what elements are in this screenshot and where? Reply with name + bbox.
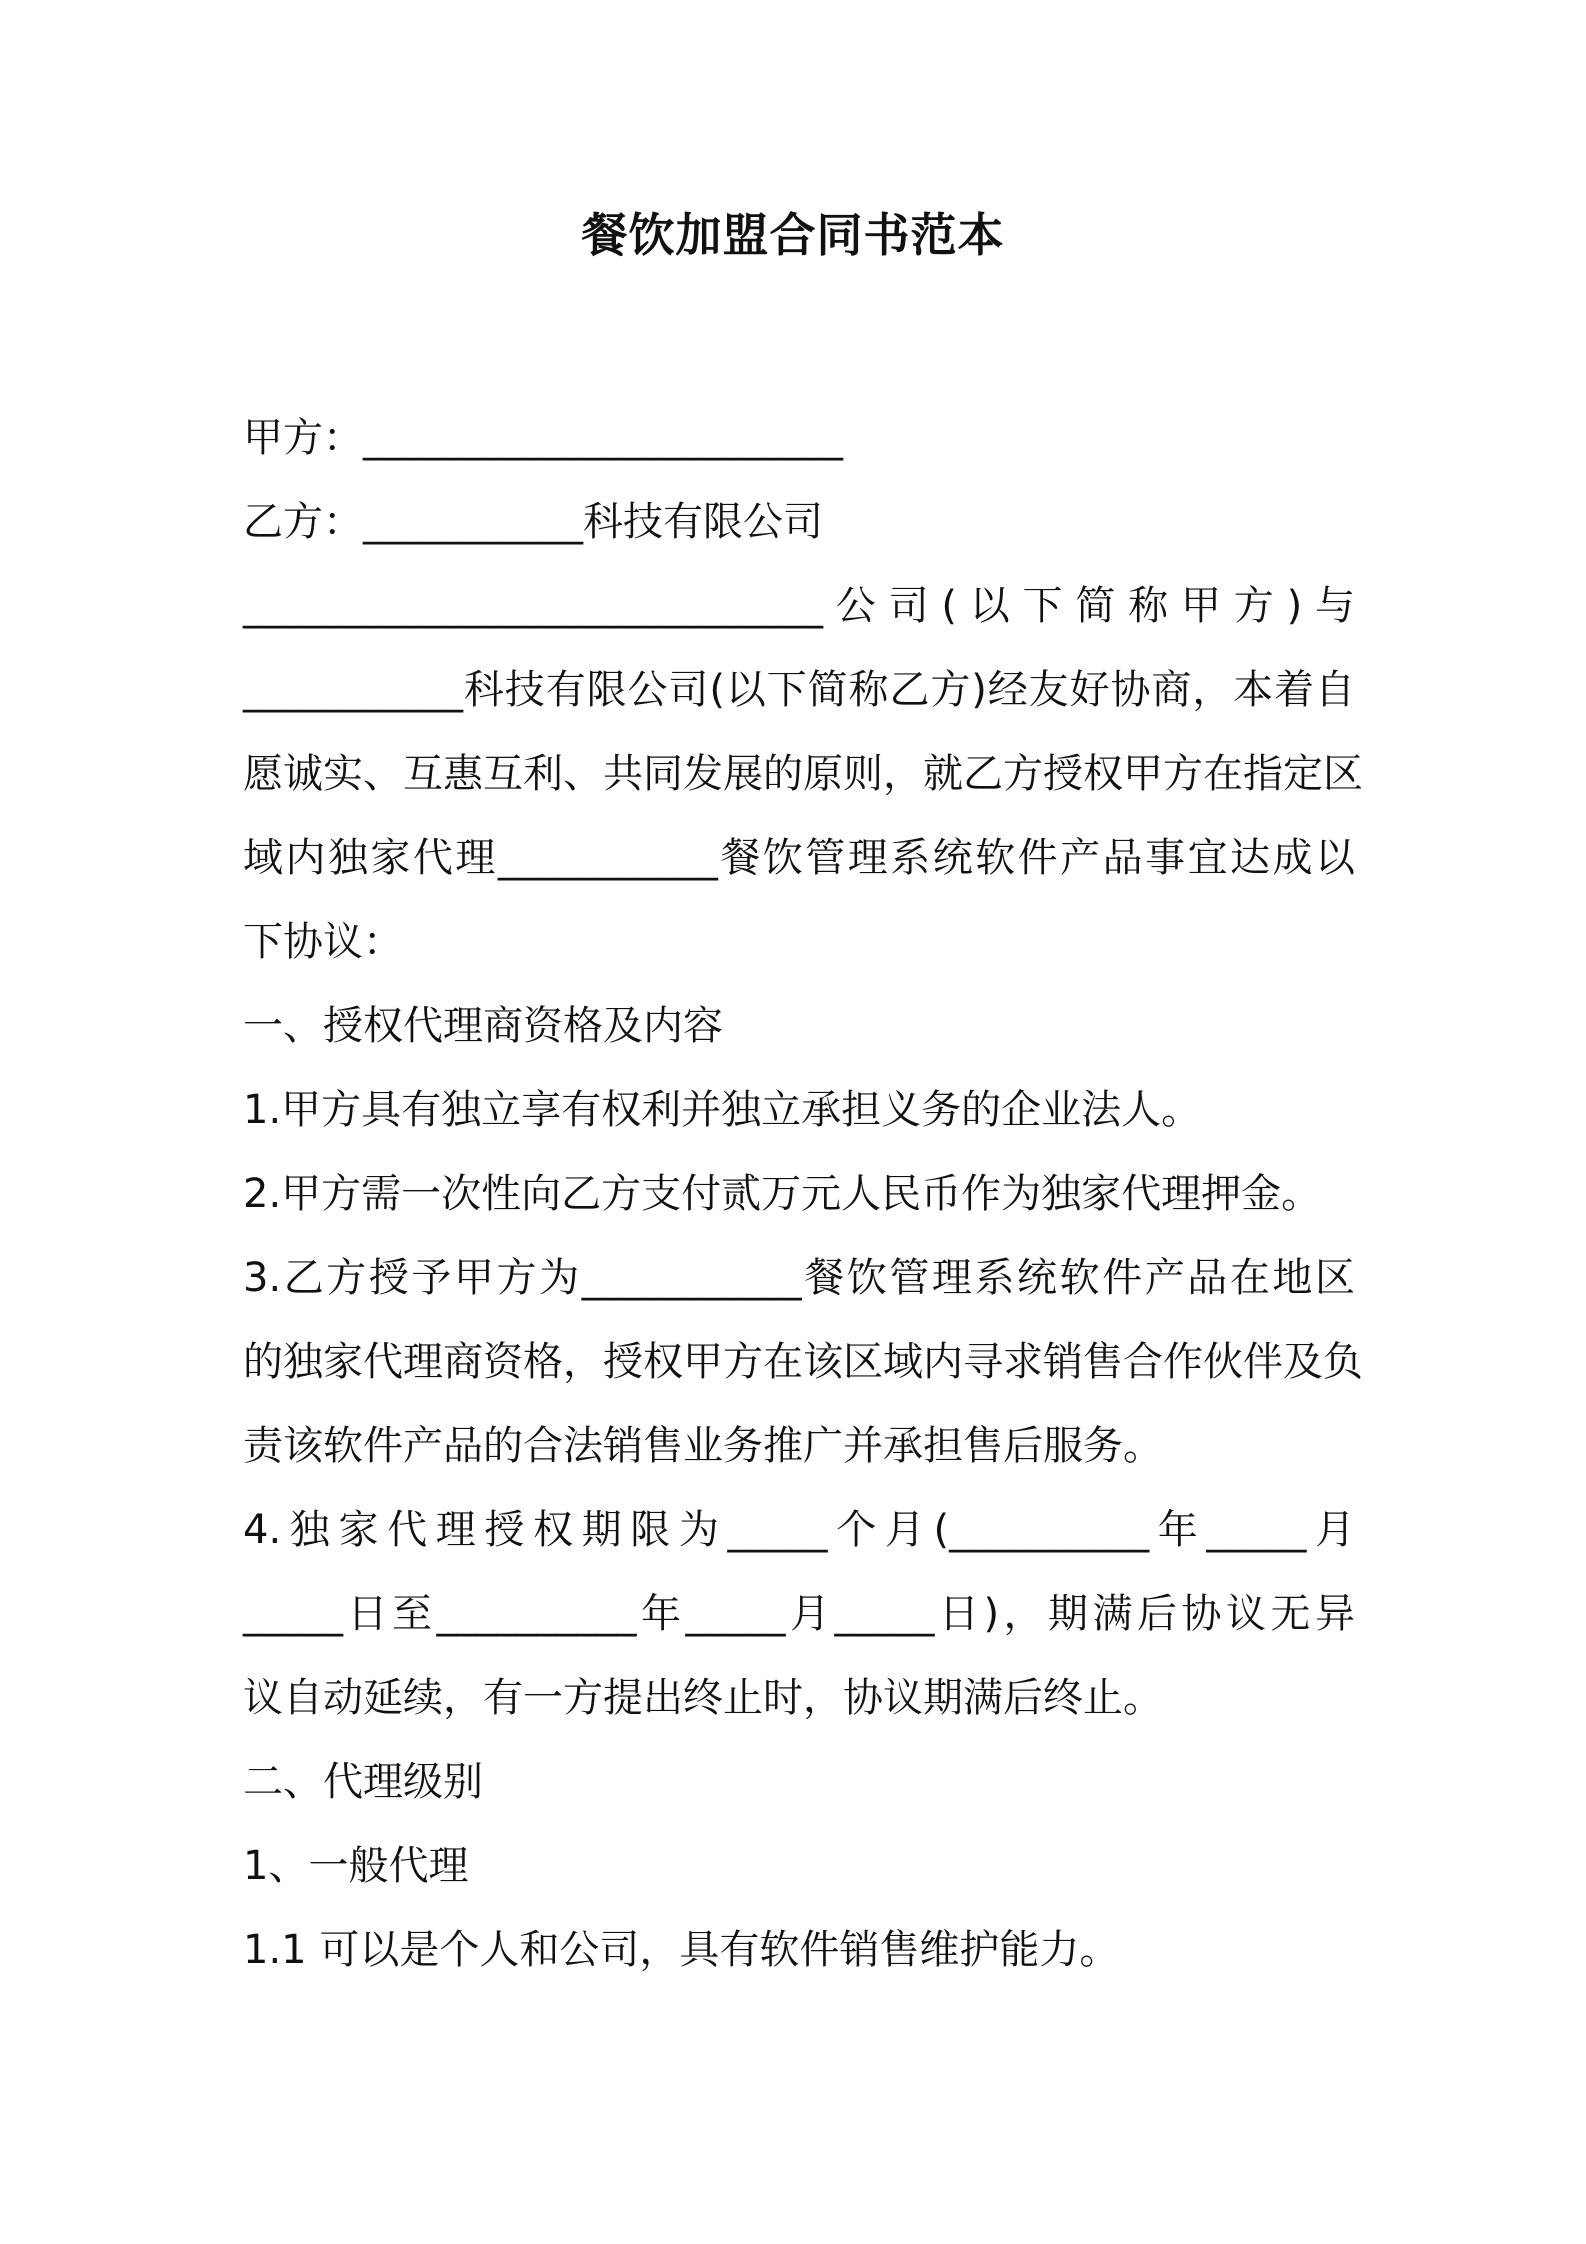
party-b-line: 乙方：___________科技有限公司 xyxy=(243,499,823,545)
intro-line-2: ___________科技有限公司(以下简称乙方)经友好协商，本着自 xyxy=(243,667,1355,713)
subsection-heading: 1、一般代理 xyxy=(243,1843,469,1889)
clause-3-line-1: 3.乙方授予甲方为___________餐饮管理系统软件产品在地区 xyxy=(243,1255,1355,1301)
clause-3-line-3: 责该软件产品的合法销售业务推广并承担售后服务。 xyxy=(243,1423,1163,1469)
intro-line-5: 下协议： xyxy=(243,919,403,965)
clause-4-line-3: 议自动延续，有一方提出终止时，协议期满后终止。 xyxy=(243,1675,1163,1721)
intro-line-4: 域内独家代理___________餐饮管理系统软件产品事宜达成以 xyxy=(243,835,1355,881)
clause-3-line-2: 的独家代理商资格，授权甲方在该区域内寻求销售合作伙伴及负 xyxy=(243,1339,1363,1385)
section-heading-1: 一、授权代理商资格及内容 xyxy=(243,1003,723,1049)
section-heading-2: 二、代理级别 xyxy=(243,1759,483,1805)
document-title: 餐饮加盟合同书范本 xyxy=(581,208,1005,262)
intro-line-1: _____________________________公司(以下简称甲方)与 xyxy=(243,583,1355,629)
clause-4-line-1: 4.独家代理授权期限为_____个月(__________年_____月 xyxy=(243,1507,1355,1553)
intro-line-3: 愿诚实、互惠互利、共同发展的原则，就乙方授权甲方在指定区 xyxy=(243,751,1363,797)
clause-2: 2.甲方需一次性向乙方支付贰万元人民币作为独家代理押金。 xyxy=(243,1171,1322,1217)
clause-1: 1.甲方具有独立享有权利并独立承担义务的企业法人。 xyxy=(243,1087,1202,1133)
clause-4-line-2: _____日至__________年_____月_____日)，期满后协议无异 xyxy=(243,1591,1355,1637)
clause-1-1: 1.1 可以是个人和公司，具有软件销售维护能力。 xyxy=(243,1927,1120,1973)
party-a-line: 甲方：________________________ xyxy=(243,415,843,461)
